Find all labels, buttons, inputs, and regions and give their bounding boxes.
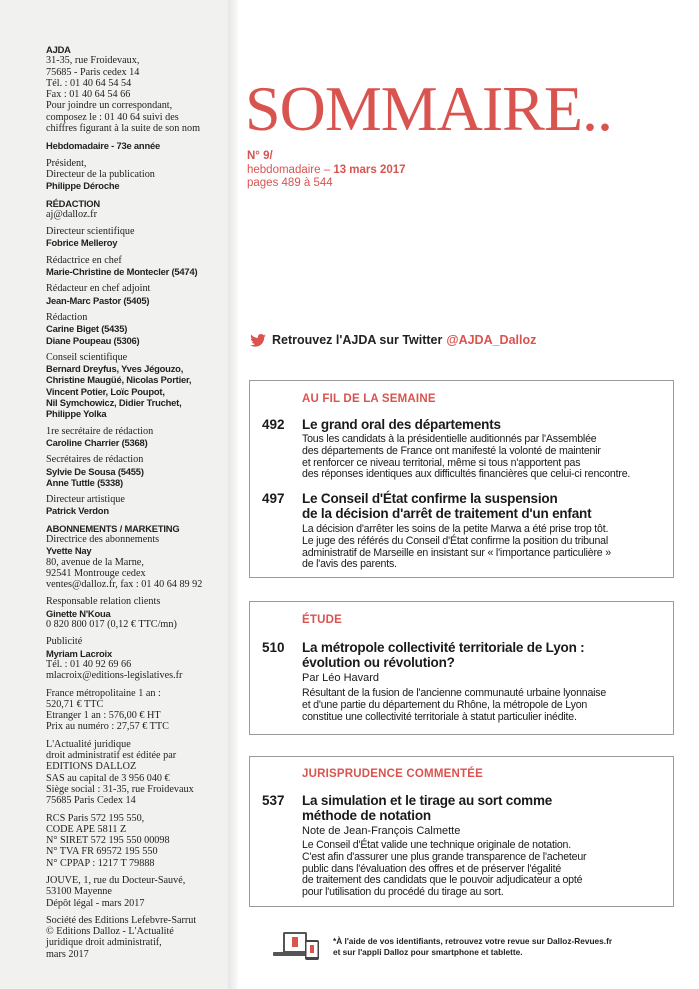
article-summary-line: administratif de Marseille en insistant sur « l'importance particulière »: [302, 546, 611, 559]
article-summary: [302, 434, 662, 481]
issue-info: [247, 150, 406, 191]
masthead-line: N° CPPAP : 1217 T 79888: [46, 857, 155, 869]
article-title: [302, 491, 662, 521]
masthead-line: Etranger 1 an : 576,00 € HT: [46, 710, 161, 722]
section-heading: JURISPRUDENCE COMMENTÉE: [302, 768, 483, 780]
masthead-line: 31-35, rue Froidevaux,: [46, 55, 140, 67]
article-title-line: méthode de notation: [302, 808, 431, 823]
masthead-name: Bernard Dreyfus, Yves Jégouzo,: [46, 363, 184, 375]
masthead-name: Christine Maugüé, Nicolas Portier,: [46, 374, 192, 386]
masthead-line: Dépôt légal - mars 2017: [46, 897, 145, 909]
masthead-name: Vincent Potier, Loïc Poupot,: [46, 385, 165, 397]
masthead-name: Caroline Charrier (5368): [46, 436, 148, 448]
article-title-line: La simulation et le tirage au sort comme: [302, 793, 553, 808]
masthead-line: Conseil scientifique: [46, 351, 128, 363]
masthead-name: AJDA: [46, 44, 71, 55]
article-summary-line: Tous les candidats à la présidentielle auditionnés par l'Assemblée: [302, 433, 597, 445]
masthead-line: © Editions Dalloz - L'Actualité: [46, 926, 174, 938]
article-title-line: La métropole collectivité territoriale de Lyon :: [302, 640, 585, 655]
devices-icon: [269, 930, 325, 962]
masthead-line: CODE APE 5811 Z: [46, 823, 127, 835]
masthead-line: Siège social : 31-35, rue Froidevaux: [46, 783, 194, 795]
masthead-name: Nil Symchowicz, Didier Truchet,: [46, 397, 182, 409]
article-summary-line: de l'avis des parents.: [302, 558, 397, 571]
article-title: [302, 640, 662, 670]
masthead-line: France métropolitaine 1 an :: [46, 687, 161, 699]
article-summary-line: et d'une partie du département du Rhône, la métropole de Lyon: [302, 698, 588, 711]
masthead-name: Hebdomadaire - 73e année: [46, 140, 160, 152]
masthead-line: N° TVA FR 69572 195 550: [46, 846, 158, 858]
section-box: [249, 756, 674, 907]
article-title-line: évolution ou révolution?: [302, 655, 455, 670]
masthead-line: Pour joindre un correspondant,: [46, 100, 173, 112]
masthead-name: Jean-Marc Pastor (5405): [46, 294, 150, 306]
article-title-line: Le Conseil d'État confirme la suspension: [302, 491, 558, 506]
masthead-line: mars 2017: [46, 948, 89, 960]
masthead-line: 80, avenue de la Marne,: [46, 556, 144, 568]
masthead-line: 0 820 800 017 (0,12 € TTC/mn): [46, 619, 177, 631]
section-heading: AU FIL DE LA SEMAINE: [302, 393, 436, 405]
article-author: Par Léo Havard: [302, 672, 380, 684]
masthead-line: Directeur scientifique: [46, 226, 135, 238]
twitter-promo: [250, 333, 536, 347]
footer-line-1: *À l'aide de vos identifiants, retrouvez votre revue sur Dalloz-Revues.fr: [333, 936, 613, 946]
masthead-line: Fax : 01 40 64 54 66: [46, 89, 131, 101]
masthead-line: 1re secrétaire de rédaction: [46, 425, 154, 437]
article-title-line: de la décision d'arrêt de traitement d'un enfant: [302, 506, 592, 521]
article-summary-line: et renforcer ce niveau territorial, même si tous n'apportent pas: [302, 456, 581, 469]
masthead-line: composez le : 01 40 64 suivi des: [46, 111, 179, 123]
masthead-line: 75685 - Paris cedex 14: [46, 66, 140, 78]
masthead-line: Rédactrice en chef: [46, 254, 122, 266]
masthead-line: Publicité: [46, 636, 83, 648]
article-author: Note de Jean-François Calmette: [302, 825, 461, 837]
masthead-line: 520,71 € TTC: [46, 698, 104, 710]
article-summary-line: Le juge des référés du Conseil d'État confirme la position du tribunal: [302, 534, 609, 547]
masthead-line: 75685 Paris Cedex 14: [46, 795, 136, 807]
masthead-line: Rédaction: [46, 311, 88, 323]
masthead-line: Président,: [46, 157, 87, 169]
section-box: [249, 380, 674, 578]
masthead-line: Prix au numéro : 27,57 € TTC: [46, 721, 169, 733]
masthead-name: Sylvie De Sousa (5455): [46, 465, 144, 477]
masthead-line: Directrice des abonnements: [46, 533, 160, 545]
masthead-line: EDITIONS DALLOZ: [46, 761, 137, 773]
article-summary-line: Résultant de la fusion de l'ancienne communauté urbaine lyonnaise: [302, 687, 607, 699]
masthead-line: Directeur artistique: [46, 494, 125, 506]
article-title-line: Le grand oral des départements: [302, 417, 501, 432]
section-heading: ÉTUDE: [302, 614, 342, 626]
article-summary: [302, 840, 662, 899]
masthead-line: N° SIRET 572 195 550 00098: [46, 835, 170, 847]
issue-frequency: hebdomadaire –: [247, 163, 334, 176]
masthead-line: juridique droit administratif,: [46, 937, 162, 949]
article-summary-line: constitue une collectivité territoriale à statut particulier inédite.: [302, 710, 577, 723]
masthead-line: SAS au capital de 3 956 040 €: [46, 772, 170, 784]
masthead-name: Philippe Yolka: [46, 408, 107, 420]
twitter-bird-icon: [250, 334, 266, 347]
twitter-text: Retrouvez l'AJDA sur Twitter: [272, 333, 443, 347]
masthead-name: Carine Biget (5435): [46, 323, 128, 335]
masthead-line: Directeur de la publication: [46, 168, 155, 180]
article-summary-line: Le Conseil d'État valide une technique originale de notation.: [302, 839, 571, 851]
masthead-name: RÉDACTION: [46, 197, 100, 209]
masthead-line: RCS Paris 572 195 550,: [46, 812, 145, 824]
issue-number: N° 9/: [247, 150, 273, 162]
masthead-name: Anne Tuttle (5338): [46, 476, 123, 488]
article-title: [302, 793, 662, 823]
twitter-handle-link[interactable]: @AJDA_Dalloz: [446, 333, 537, 347]
article-summary-line: de traitement des candidats que le pouvoir adjudicateur a opté: [302, 874, 583, 887]
masthead-name: Philippe Déroche: [46, 180, 120, 192]
article-summary: [302, 688, 662, 723]
masthead-name: Ginette N'Koua: [46, 607, 111, 619]
masthead-line: droit administratif est éditée par: [46, 750, 177, 762]
masthead-line: Société des Editions Lefebvre-Sarrut: [46, 914, 197, 926]
masthead-name: Diane Poupeau (5306): [46, 334, 140, 346]
masthead-line: 53100 Mayenne: [46, 886, 112, 898]
masthead-line: L'Actualité juridique: [46, 738, 131, 750]
masthead-line: ventes@dalloz.fr, fax : 01 40 64 89 92: [46, 579, 203, 591]
masthead-name: Marie-Christine de Montecler (5474): [46, 266, 198, 278]
section-box: [249, 601, 674, 735]
masthead-name: Patrick Verdon: [46, 505, 109, 517]
article-summary-line: public dans l'évaluation des offres et de préserver l'égalité: [302, 862, 562, 875]
article-summary-line: des départements de France ont manifesté la volonté de maintenir: [302, 444, 601, 457]
masthead-line: aj@dalloz.fr: [46, 208, 97, 220]
masthead-name: Myriam Lacroix: [46, 647, 112, 659]
masthead-name: Fobrice Melleroy: [46, 237, 118, 249]
masthead-line: Rédacteur en chef adjoint: [46, 283, 151, 295]
masthead-line: JOUVE, 1, rue du Docteur-Sauvé,: [46, 875, 186, 886]
issue-date: 13 mars 2017: [333, 163, 406, 176]
masthead-line: mlacroix@editions-legislatives.fr: [46, 670, 183, 682]
article-page-number: 492: [262, 417, 285, 432]
article-page-number: 537: [262, 793, 285, 808]
masthead-line: Responsable relation clients: [46, 596, 161, 608]
issue-pages: pages 489 à 544: [247, 177, 333, 189]
article-summary-line: pour l'utilisation du procédé du tirage au sort.: [302, 886, 504, 899]
masthead-line: chiffres figurant à la suite de son nom: [46, 123, 200, 135]
article-summary-line: La décision d'arrêter les soins de la petite Marwa a été prise trop tôt.: [302, 523, 609, 535]
article-summary-line: des réponses identiques aux difficultés financières que celui-ci rencontre.: [302, 468, 631, 481]
masthead-name: ABONNEMENTS / MARKETING: [46, 522, 180, 534]
masthead-line: Tél. : 01 40 92 69 66: [46, 658, 132, 670]
masthead-line: Tél. : 01 40 64 54 54: [46, 77, 132, 89]
masthead-line: Secrétaires de rédaction: [46, 454, 144, 466]
masthead-name: Yvette Nay: [46, 545, 92, 557]
article-title: [302, 417, 662, 432]
page-title: SOMMAIRE..: [245, 73, 612, 144]
masthead-line: 92541 Montrouge cedex: [46, 567, 146, 579]
article-page-number: 497: [262, 491, 285, 506]
article-page-number: 510: [262, 640, 285, 655]
footer-line-2: et sur l'appli Dalloz pour smartphone et tablette.: [333, 946, 523, 957]
article-summary: [302, 524, 662, 571]
article-summary-line: C'est afin d'assurer une plus grande transparence de l'acheteur: [302, 850, 587, 863]
